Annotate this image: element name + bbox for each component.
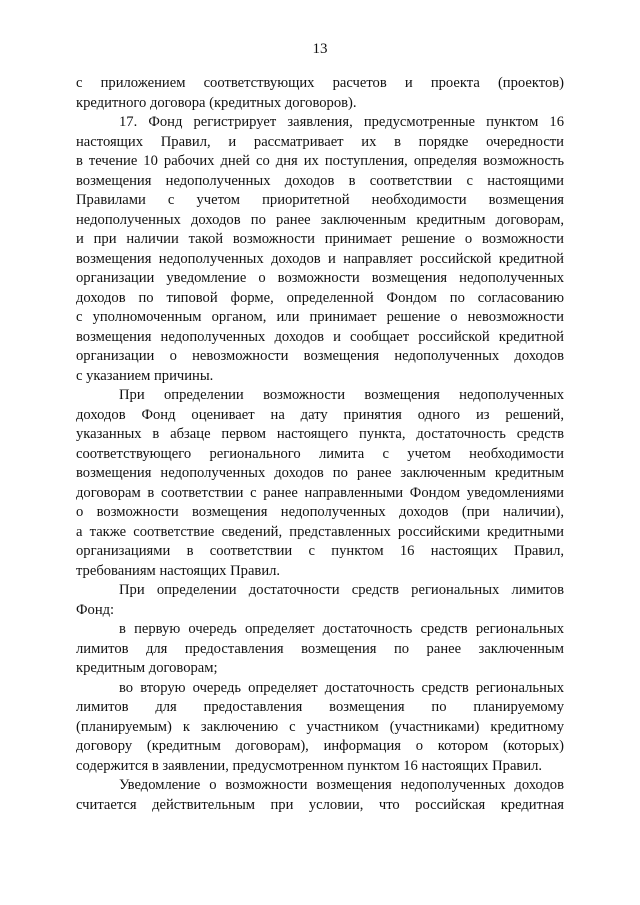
text-line: с указанием причины. bbox=[76, 367, 214, 384]
text-line: а также соответствие сведений, представленных российскими кредитными bbox=[76, 523, 564, 540]
document-body bbox=[76, 74, 564, 815]
text-line: с уполномоченным органом, или принимает решение о невозможности bbox=[76, 309, 564, 325]
text-line: (планируемым) к заключению с участником (участниками) кредитному bbox=[76, 718, 564, 735]
text-line: недополученных доходов по ранее заключенным кредитным договорам, bbox=[76, 211, 564, 228]
text-line: в первую очередь определяет достаточность средств региональных bbox=[119, 621, 564, 637]
text-line: лимитов для предоставления возмещения по планируемому bbox=[76, 699, 564, 715]
text-line: договору (кредитным договорам), информация о котором (которых) bbox=[76, 738, 564, 754]
text-line: возмещения недополученных доходов и сообщает российской кредитной bbox=[76, 328, 564, 345]
text-line: договорам в соответствии с ранее направленными Фондом уведомлениями bbox=[76, 484, 564, 501]
text-line: возмещения недополученных доходов в соответствии с настоящими bbox=[76, 172, 564, 189]
text-line: возмещения недополученных доходов и направляет российской кредитной bbox=[76, 250, 564, 267]
text-line: 17. Фонд регистрирует заявления, предусмотренные пунктом 16 bbox=[119, 114, 564, 130]
text-line: указанных в абзаце первом настоящего пункта, достаточность средств bbox=[76, 426, 564, 442]
text-line: настоящих Правил, и рассматривает их в порядке очередности bbox=[76, 133, 564, 150]
text-line: и при наличии такой возможности принимает решение о возможности bbox=[76, 231, 564, 247]
text-line: считается действительным при условии, что российская кредитная bbox=[76, 796, 564, 813]
text-line: Уведомление о возможности возмещения недополученных доходов bbox=[119, 777, 564, 793]
text-line: организации уведомление о возможности возмещения недополученных bbox=[76, 270, 564, 286]
page-number: 13 bbox=[312, 41, 328, 57]
text-line: требованиям настоящих Правил. bbox=[76, 562, 281, 579]
text-line: доходов Фонд оценивает на дату принятия одного из решений, bbox=[76, 406, 564, 423]
text-line: во вторую очередь определяет достаточность средств региональных bbox=[119, 679, 564, 696]
text-line: соответствующего регионального лимита с учетом необходимости bbox=[76, 445, 564, 462]
text-line: с приложением соответствующих расчетов и проекта (проектов) bbox=[76, 75, 564, 91]
text-line: кредитным договорам; bbox=[76, 660, 218, 676]
text-line: При определении возможности возмещения недополученных bbox=[119, 387, 564, 403]
text-line: содержится в заявлении, предусмотренном пунктом 16 настоящих Правил. bbox=[76, 757, 543, 774]
text-line: доходов по типовой форме, определенной Фондом по согласованию bbox=[76, 289, 564, 306]
text-line: При определении достаточности средств региональных лимитов bbox=[119, 582, 564, 598]
text-line: о возможности возмещения недополученных доходов (при наличии), bbox=[76, 504, 564, 520]
text-line: организациями в соответствии с пунктом 16 настоящих Правил, bbox=[76, 543, 564, 559]
text-line: в течение 10 рабочих дней со дня их поступления, определяя возможность bbox=[76, 153, 564, 169]
text-line: лимитов для предоставления возмещения по ранее заключенным bbox=[76, 640, 564, 657]
text-line: Правилами с учетом приоритетной необходимости возмещения bbox=[76, 192, 564, 208]
text-line: возмещения недополученных доходов по ранее заключенным кредитным bbox=[76, 465, 564, 481]
text-line: кредитного договора (кредитных договоров). bbox=[76, 94, 357, 111]
text-line: организации о невозможности возмещения недополученных доходов bbox=[76, 348, 564, 364]
text-line: Фонд: bbox=[76, 601, 115, 618]
